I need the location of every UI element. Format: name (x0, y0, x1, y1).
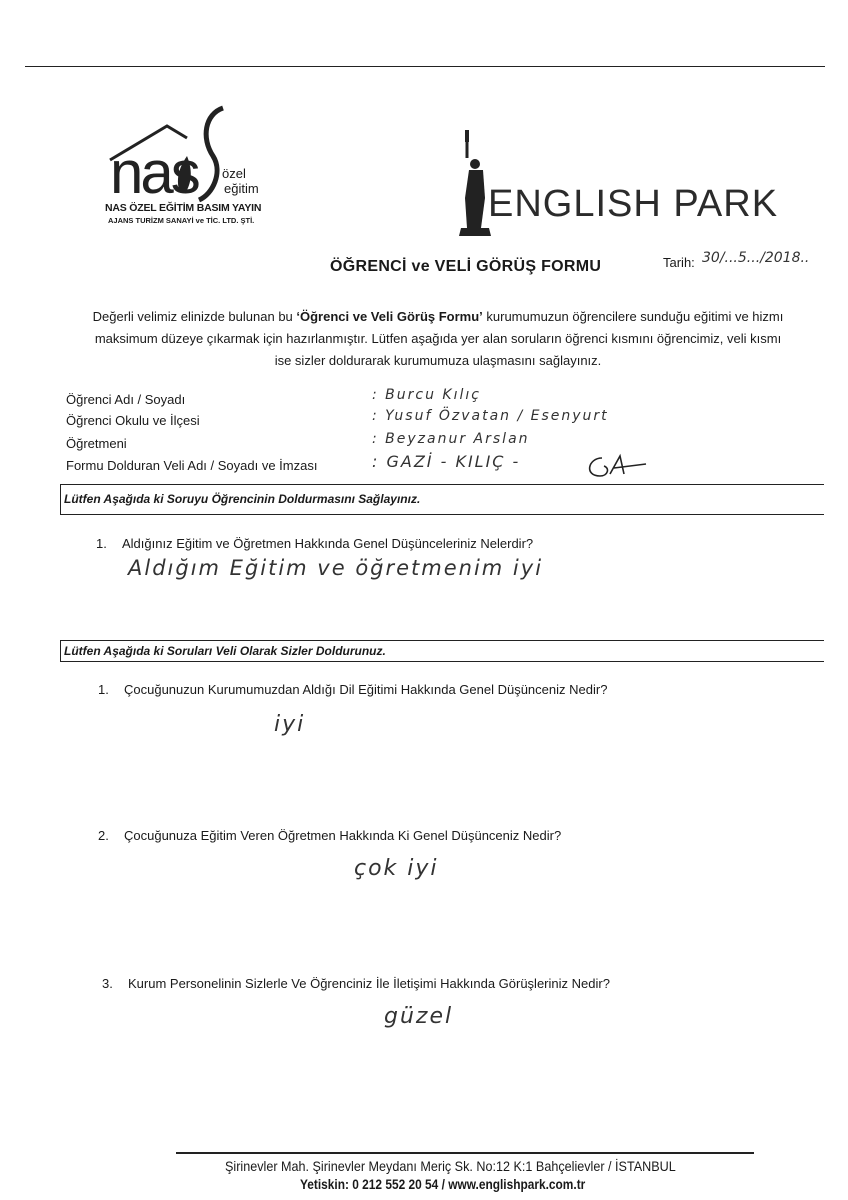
intro-line-3: ise sizler doldurarak kurumumuza ulaşmasını sağlayınız. (274, 353, 602, 368)
intro-paragraph (58, 306, 818, 372)
nas-logo-sub2: eğitim (224, 181, 259, 196)
parent-question-1: Çocuğunuzun Kurumumuzdan Aldığı Dil Eğitimi Hakkında Genel Düşünceniz Nedir? (124, 682, 608, 697)
student-question: Aldığınız Eğitim ve Öğretmen Hakkında Genel Düşünceleriniz Nelerdir? (122, 536, 534, 551)
footer-rule (176, 1152, 754, 1154)
student-section-rule-left (60, 484, 61, 514)
parent-section-rule-top (60, 640, 824, 641)
nas-logo-sub1: özel (222, 166, 246, 181)
parent-question-2: Çocuğunuza Eğitim Veren Öğretmen Hakkında Ki Genel Düşünceniz Nedir? (124, 828, 562, 843)
parent-section-rule-bottom (60, 661, 824, 662)
parent-question-3-number: 3. (102, 976, 113, 991)
parent-answer-1: iyi (274, 712, 306, 737)
date-value: 30/...5.../2018.. (702, 250, 810, 266)
signature-icon (580, 452, 650, 482)
parent-answer-3: güzel (384, 1004, 454, 1029)
parent-question-1-number: 1. (98, 682, 109, 697)
nas-logo-wordmark: nas (110, 139, 198, 206)
student-section-rule-top (60, 484, 824, 485)
nas-company-line1: NAS ÖZEL EĞİTİM BASIM YAYIN (105, 202, 262, 214)
nas-company-line2: AJANS TURİZM SANAYİ ve TİC. LTD. ŞTİ. (108, 216, 255, 225)
student-name-value: : Burcu Kılıç (372, 387, 481, 403)
parent-answer-2: çok iyi (354, 856, 439, 881)
parent-question-2-number: 2. (98, 828, 109, 843)
student-section-heading: Lütfen Aşağıda ki Soruyu Öğrencinin Doldurmasını Sağlayınız. (64, 492, 421, 506)
top-rule (25, 66, 825, 67)
teacher-label: Öğretmeni (66, 436, 127, 451)
parent-name-label: Formu Dolduran Veli Adı / Soyadı ve İmzası (66, 458, 318, 473)
student-name-label: Öğrenci Adı / Soyadı (66, 392, 186, 407)
parent-section-rule-left (60, 640, 61, 662)
intro-line-2: maksimum düzeye çıkarmak için hazırlanmıştır. Lütfen aşağıda yer alan soruların öğrenci kısmını öğrencimiz, veli kısmı (94, 331, 782, 346)
brand-name: ENGLISH PARK (488, 183, 779, 225)
footer-address: Şirinevler Mah. Şirinevler Meydanı Meriç Sk. No:12 K:1 Bahçelievler / İSTANBUL (225, 1158, 676, 1174)
student-school-value: : Yusuf Özvatan / Esenyurt (372, 408, 609, 424)
student-school-label: Öğrenci Okulu ve İlçesi (66, 413, 200, 428)
date-label: Tarih: (663, 255, 695, 270)
student-answer: Aldığım Eğitim ve öğretmenim iyi (128, 556, 544, 580)
parent-question-3: Kurum Personelinin Sizlerle Ve Öğrenciniz İle İletişimi Hakkında Görüşleriniz Nedir? (128, 976, 610, 991)
footer-contact: Yetiskin: 0 212 552 20 54 / www.englishpark.com.tr (300, 1176, 586, 1192)
teacher-value: : Beyzanur Arslan (372, 431, 530, 447)
parent-name-value: : GAZİ - KILIÇ - (372, 452, 521, 471)
form-title: ÖĞRENCİ ve VELİ GÖRÜŞ FORMU (330, 258, 602, 275)
parent-section-heading: Lütfen Aşağıda ki Soruları Veli Olarak Sizler Doldurunuz. (64, 644, 386, 658)
student-section-rule-bottom (60, 514, 824, 515)
student-question-number: 1. (96, 536, 107, 551)
intro-line-1: Değerli velimiz elinizde bulunan bu ‘Öğrenci ve Veli Görüş Formu’ kurumumuzun öğrencilere sunduğu eğitimi ve hizmı (92, 309, 784, 324)
